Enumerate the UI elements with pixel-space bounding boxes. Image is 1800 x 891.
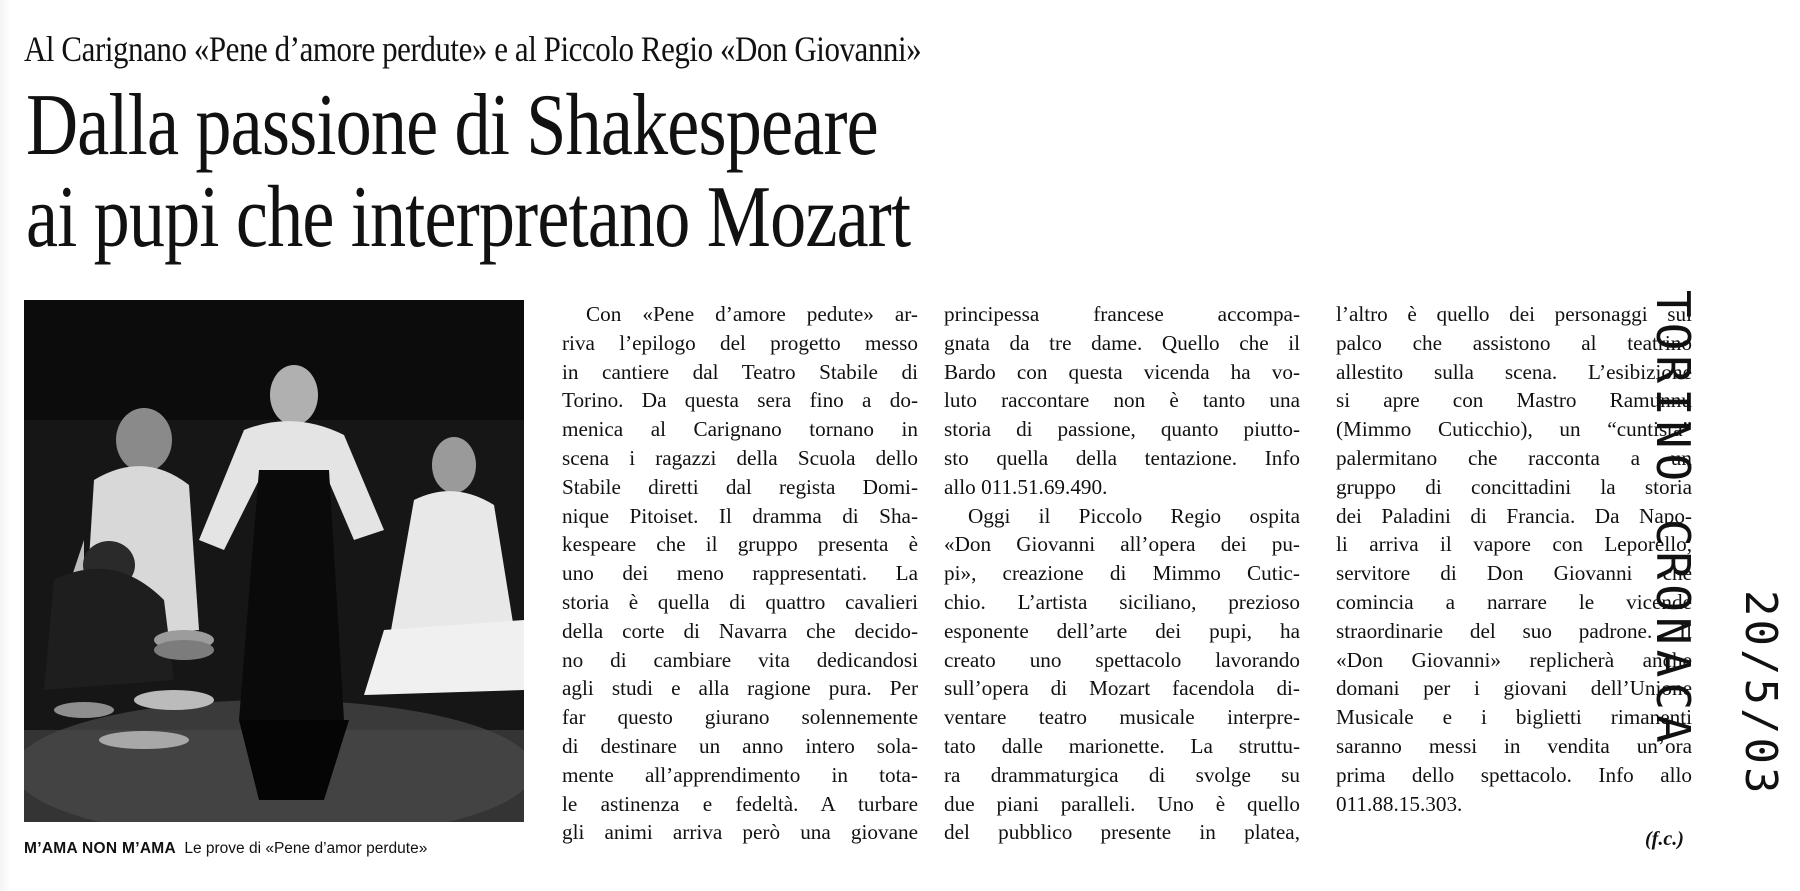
column-line: kespeare che il gruppo presenta è	[562, 532, 918, 557]
column-line: servitore di Don Giovanni che	[1336, 561, 1692, 586]
column-line: Torino. Da questa sera fino a do-	[562, 388, 918, 413]
handwritten-source-note: TORINO CRONACA	[1646, 290, 1700, 748]
column-line: ra drammaturgica di svolge su	[944, 762, 1300, 787]
column-line: si apre con Mastro Ramunnu	[1336, 388, 1692, 413]
article-column-3	[1336, 300, 1692, 818]
headline-line-2: ai pupi che interpretano Mozart	[26, 169, 911, 266]
column-line: storia di passione, quanto piutto-	[944, 417, 1300, 442]
author-signature: (f.c.)	[1645, 828, 1684, 850]
column-line: gli animi arriva però una giovane	[562, 820, 918, 845]
caption-lead: M’AMA NON M’AMA	[24, 840, 177, 857]
article-headline	[26, 77, 911, 266]
column-line: in cantiere dal Teatro Stabile di	[562, 359, 918, 384]
column-line: scena i ragazzi della Scuola dello	[562, 445, 918, 470]
column-line: Stabile diretti dal regista Domi-	[562, 474, 918, 499]
column-line: nique Pitoiset. Il dramma di Sha-	[562, 503, 918, 528]
column-line: agli studi e alla ragione pura. Per	[562, 676, 918, 701]
column-line: uno dei meno rappresentati. La	[562, 561, 918, 586]
column-line: della corte di Navarra che decido-	[562, 618, 918, 643]
column-line: «Don Giovanni all’opera dei pu-	[944, 532, 1300, 557]
column-line: straordinarie del suo padrone. Il	[1336, 618, 1692, 643]
column-line: saranno messi in vendita un’ora	[1336, 733, 1692, 758]
column-line: mente all’apprendimento in tota-	[562, 762, 918, 787]
article-column-2	[944, 300, 1300, 847]
photo-caption	[24, 840, 544, 858]
column-line: le astinenza e fedeltà. A turbare	[562, 791, 918, 816]
headline-line-1: Dalla passione di Shakespeare	[26, 77, 878, 174]
column-line: due piani paralleli. Uno è quello	[944, 791, 1300, 816]
column-line: gruppo di concittadini la storia	[1336, 474, 1692, 499]
column-line: menica al Carignano tornano in	[562, 417, 918, 442]
column-line: far questo giurano solennemente	[562, 705, 918, 730]
column-line: gnata da tre dame. Quello che il	[944, 330, 1300, 355]
column-line: (Mimmo Cuticchio), un “cuntista”	[1336, 417, 1692, 442]
column-line: comincia a narrare le vicende	[1336, 589, 1692, 614]
column-line: Musicale e i biglietti rimanenti	[1336, 705, 1692, 730]
scan-edge-left	[0, 0, 10, 891]
handwritten-date-note: 20/5/03	[1735, 590, 1786, 797]
column-line: «Don Giovanni» replicherà anche	[1336, 647, 1692, 672]
article-photo	[24, 300, 524, 822]
article-kicker: Al Carignano «Pene d’amore perdute» e al Piccolo Regio «Don Giovanni»	[24, 29, 922, 69]
column-line: luto raccontare non è tanto una	[944, 388, 1300, 413]
caption-text: Le prove di «Pene d’amor perdute»	[184, 840, 428, 857]
column-line: principessa francese accompa-	[944, 302, 1300, 326]
column-line: li arriva il vapore con Leporello,	[1336, 532, 1692, 557]
column-line: domani per i giovani dell’Unione	[1336, 676, 1692, 701]
column-line: dei Paladini di Francia. Da Napo-	[1336, 503, 1692, 528]
column-line: di destinare un anno intero sola-	[562, 733, 918, 758]
column-line: sto quella della tentazione. Info	[944, 445, 1300, 470]
column-line: 011.88.15.303.	[1336, 791, 1463, 816]
column-line: esponente dell’arte dei pupi, ha	[944, 618, 1300, 643]
column-line: pi», creazione di Mimmo Cutic-	[944, 561, 1300, 586]
column-line: palermitano che racconta a un	[1336, 445, 1692, 470]
column-line: l’altro è quello dei personaggi sul	[1336, 302, 1692, 326]
column-line: sull’opera di Mozart facendola di-	[944, 676, 1300, 701]
column-line: no di cambiare vita dedicandosi	[562, 647, 918, 672]
column-line: storia è quella di quattro cavalieri	[562, 589, 918, 614]
column-line: prima dello spettacolo. Info allo	[1336, 762, 1692, 787]
column-line: tato dalle marionette. La struttu-	[944, 733, 1300, 758]
rehearsal-photo-illustration	[24, 300, 524, 822]
column-line: chio. L’artista siciliano, prezioso	[944, 589, 1300, 614]
column-line: del pubblico presente in platea,	[944, 820, 1300, 845]
column-line: allo 011.51.69.490.	[944, 474, 1108, 499]
column-line: creato uno spettacolo lavorando	[944, 647, 1300, 672]
article-column-1	[562, 300, 918, 847]
column-line: allestito sulla scena. L’esibizione	[1336, 359, 1692, 384]
column-line: riva l’epilogo del progetto messo	[562, 330, 918, 355]
column-line: Oggi il Piccolo Regio ospita	[968, 503, 1300, 528]
column-line: ventare teatro musicale interpre-	[944, 705, 1300, 730]
column-line: Con «Pene d’amore pedute» ar-	[586, 302, 918, 326]
column-line: palco che assistono al teatrino	[1336, 330, 1692, 355]
column-line: Bardo con questa vicenda ha vo-	[944, 359, 1300, 384]
